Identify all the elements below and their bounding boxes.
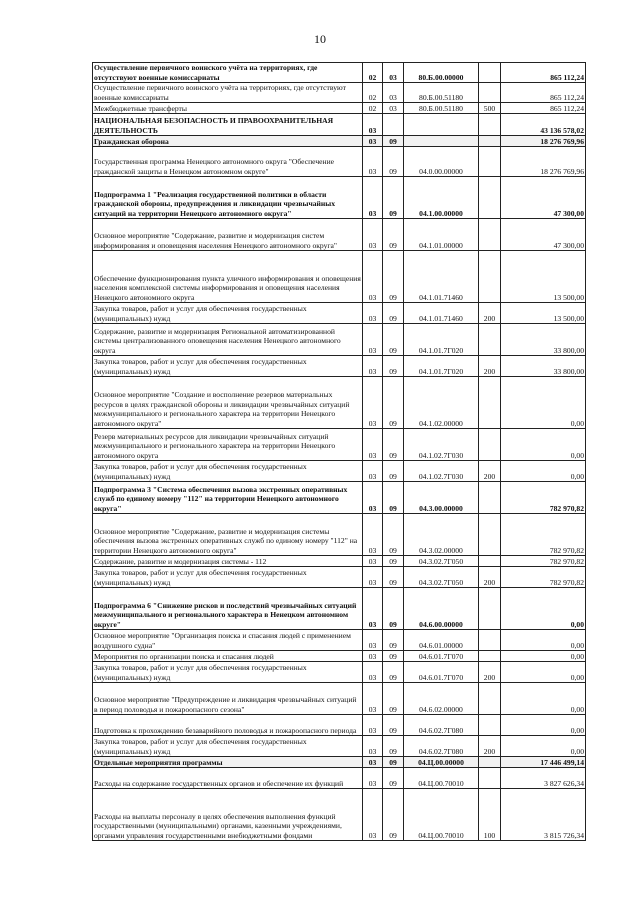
- row-subsection-cell: 09: [383, 514, 404, 556]
- table-row: [93, 651, 586, 662]
- row-expense-type-cell: [479, 177, 501, 219]
- row-amount-cell: 13 500,00: [501, 251, 586, 303]
- row-name-cell: Отдельные мероприятия программы: [93, 757, 363, 768]
- page-number: 10: [314, 32, 326, 46]
- table-row: [93, 482, 586, 514]
- row-section-cell: 03: [363, 377, 383, 429]
- row-target-article-cell: 04.Ц.00.70010: [404, 789, 479, 841]
- row-name-cell: Содержание, развитие и модернизация Региональной автоматизированной системы централизованного оповещения населения Ненецкого автономного округа: [93, 324, 363, 356]
- row-amount-cell: 18 276 769,96: [501, 147, 586, 177]
- row-amount-cell: 865 112,24: [501, 83, 586, 103]
- table-row: [93, 356, 586, 377]
- row-subsection-cell: 03: [383, 83, 404, 103]
- row-name-cell: Подготовка к прохождению безаварийного половодья и пожароопасного периода: [93, 715, 363, 736]
- row-section-cell: 02: [363, 83, 383, 103]
- row-target-article-cell: 04.Ц.00.70010: [404, 768, 479, 789]
- row-expense-type-cell: [479, 147, 501, 177]
- row-expense-type-cell: [479, 83, 501, 103]
- row-name-cell: Межбюджетные трансферты: [93, 103, 363, 114]
- row-amount-cell: 0,00: [501, 588, 586, 630]
- row-target-article-cell: 80.Б.00.51180: [404, 103, 479, 114]
- row-name-cell: Подпрограмма 1 "Реализация государственной политики в области гражданской обороны, предупреждения и ликвидации чрезвычайных ситуаций на территории Ненецкого автономного округа": [93, 177, 363, 219]
- row-section-cell: 03: [363, 147, 383, 177]
- row-expense-type-cell: 100: [479, 789, 501, 841]
- row-target-article-cell: 04.3.02.7Г050: [404, 556, 479, 567]
- row-section-cell: 03: [363, 736, 383, 757]
- row-target-article-cell: 04.1.02.00000: [404, 377, 479, 429]
- row-subsection-cell: 09: [383, 651, 404, 662]
- row-subsection-cell: 09: [383, 251, 404, 303]
- row-name-cell: Мероприятия по организации поиска и спасания людей: [93, 651, 363, 662]
- row-expense-type-cell: [479, 324, 501, 356]
- row-expense-type-cell: 200: [479, 736, 501, 757]
- table-row: [93, 303, 586, 324]
- row-name-cell: Подпрограмма 3 "Система обеспечения вызова экстренных оперативных служб по единому номеру "112" на территории Ненецкого автономного округа": [93, 482, 363, 514]
- row-target-article-cell: 04.1.01.7Г020: [404, 324, 479, 356]
- row-target-article-cell: 04.6.00.00000: [404, 588, 479, 630]
- row-target-article-cell: 04.1.01.71460: [404, 251, 479, 303]
- row-subsection-cell: 09: [383, 461, 404, 482]
- row-section-cell: 03: [363, 482, 383, 514]
- row-section-cell: 03: [363, 251, 383, 303]
- row-amount-cell: 13 500,00: [501, 303, 586, 324]
- row-subsection-cell: [383, 114, 404, 136]
- row-section-cell: 03: [363, 114, 383, 136]
- row-target-article-cell: 80.Б.00.00000: [404, 63, 479, 83]
- row-expense-type-cell: 200: [479, 567, 501, 588]
- row-amount-cell: 0,00: [501, 715, 586, 736]
- row-target-article-cell: 04.6.01.7Г070: [404, 662, 479, 683]
- row-subsection-cell: 09: [383, 303, 404, 324]
- row-name-cell: Основное мероприятие "Создание и восполнение резервов материальных ресурсов в целях гражданской обороны и ликвидации чрезвычайных ситуаций межмуниципального и регионального характера на территории Ненецкого автономного округа": [93, 377, 363, 429]
- row-target-article-cell: 04.6.01.00000: [404, 630, 479, 651]
- row-target-article-cell: 04.3.00.00000: [404, 482, 479, 514]
- row-target-article-cell: 04.6.02.7Г080: [404, 736, 479, 757]
- row-section-cell: 03: [363, 324, 383, 356]
- row-expense-type-cell: [479, 377, 501, 429]
- row-amount-cell: 17 446 499,14: [501, 757, 586, 768]
- row-expense-type-cell: 200: [479, 662, 501, 683]
- row-target-article-cell: 04.6.02.7Г080: [404, 715, 479, 736]
- row-expense-type-cell: [479, 651, 501, 662]
- table-row: [93, 789, 586, 841]
- row-name-cell: Основное мероприятие "Содержание, развитие и модернизация системы обеспечения вызова экстренных оперативных служб по единому номеру "112" на территории Ненецкого автономного округа": [93, 514, 363, 556]
- row-section-cell: 02: [363, 103, 383, 114]
- row-subsection-cell: 09: [383, 556, 404, 567]
- row-amount-cell: 0,00: [501, 377, 586, 429]
- row-subsection-cell: 09: [383, 768, 404, 789]
- row-subsection-cell: 09: [383, 324, 404, 356]
- row-section-cell: 03: [363, 567, 383, 588]
- row-subsection-cell: 03: [383, 103, 404, 114]
- row-subsection-cell: 09: [383, 482, 404, 514]
- row-expense-type-cell: [479, 251, 501, 303]
- row-subsection-cell: 09: [383, 377, 404, 429]
- table-row: [93, 429, 586, 461]
- table-row: [93, 514, 586, 556]
- row-name-cell: Государственная программа Ненецкого автономного округа "Обеспечение гражданской защиты в Ненецком автономном округе": [93, 147, 363, 177]
- row-amount-cell: 782 970,82: [501, 567, 586, 588]
- row-section-cell: 03: [363, 356, 383, 377]
- row-amount-cell: 865 112,24: [501, 63, 586, 83]
- row-section-cell: 03: [363, 588, 383, 630]
- row-section-cell: 03: [363, 556, 383, 567]
- row-amount-cell: 0,00: [501, 429, 586, 461]
- row-subsection-cell: 09: [383, 429, 404, 461]
- table-row: [93, 683, 586, 715]
- row-name-cell: НАЦИОНАЛЬНАЯ БЕЗОПАСНОСТЬ И ПРАВООХРАНИТЕЛЬНАЯ ДЕЯТЕЛЬНОСТЬ: [93, 114, 363, 136]
- row-section-cell: 03: [363, 461, 383, 482]
- row-amount-cell: 47 300,00: [501, 219, 586, 251]
- row-subsection-cell: 09: [383, 147, 404, 177]
- table-row: [93, 251, 586, 303]
- row-amount-cell: 3 815 726,34: [501, 789, 586, 841]
- row-subsection-cell: 09: [383, 662, 404, 683]
- row-name-cell: Основное мероприятие "Содержание, развитие и модернизация систем информирования и оповещения населения Ненецкого автономного округа": [93, 219, 363, 251]
- row-target-article-cell: 04.3.02.7Г050: [404, 567, 479, 588]
- table-row: [93, 715, 586, 736]
- row-name-cell: Основное мероприятие "Предупреждение и ликвидация чрезвычайных ситуаций в период половодья и пожароопасного сезона": [93, 683, 363, 715]
- row-target-article-cell: 80.Б.00.51180: [404, 83, 479, 103]
- row-amount-cell: 0,00: [501, 662, 586, 683]
- row-expense-type-cell: 500: [479, 103, 501, 114]
- row-expense-type-cell: [479, 630, 501, 651]
- row-name-cell: Содержание, развитие и модернизация системы - 112: [93, 556, 363, 567]
- row-target-article-cell: 04.6.02.00000: [404, 683, 479, 715]
- row-expense-type-cell: [479, 219, 501, 251]
- row-name-cell: Гражданская оборона: [93, 136, 363, 147]
- row-target-article-cell: [404, 114, 479, 136]
- row-name-cell: Основное мероприятие "Организация поиска и спасания людей с применением воздушного судна": [93, 630, 363, 651]
- row-section-cell: 03: [363, 651, 383, 662]
- row-subsection-cell: 09: [383, 567, 404, 588]
- row-amount-cell: 43 136 578,02: [501, 114, 586, 136]
- row-target-article-cell: 04.3.02.00000: [404, 514, 479, 556]
- table-row: [93, 630, 586, 651]
- row-name-cell: Закупка товаров, работ и услуг для обеспечения государственных (муниципальных) нужд: [93, 567, 363, 588]
- row-expense-type-cell: [479, 514, 501, 556]
- row-name-cell: Расходы на выплаты персоналу в целях обеспечения выполнения функций государственными (муниципальными) органами, казенными учреждениями, органами управления государственными внебюджетными фондами: [93, 789, 363, 841]
- row-amount-cell: 782 970,82: [501, 482, 586, 514]
- row-target-article-cell: 04.1.01.71460: [404, 303, 479, 324]
- row-section-cell: 03: [363, 136, 383, 147]
- row-name-cell: Закупка товаров, работ и услуг для обеспечения государственных (муниципальных) нужд: [93, 356, 363, 377]
- row-subsection-cell: 09: [383, 715, 404, 736]
- table-row: [93, 736, 586, 757]
- row-amount-cell: 33 800,00: [501, 356, 586, 377]
- row-target-article-cell: 04.Ц.00.00000: [404, 757, 479, 768]
- row-name-cell: Осуществление первичного воинского учёта на территориях, где отсутствуют военные комиссариаты: [93, 83, 363, 103]
- row-subsection-cell: 09: [383, 630, 404, 651]
- row-expense-type-cell: [479, 768, 501, 789]
- row-amount-cell: 782 970,82: [501, 514, 586, 556]
- row-amount-cell: 0,00: [501, 736, 586, 757]
- table-row: [93, 377, 586, 429]
- table-row: [93, 757, 586, 768]
- row-section-cell: 03: [363, 219, 383, 251]
- row-target-article-cell: 04.6.01.7Г070: [404, 651, 479, 662]
- row-amount-cell: 865 112,24: [501, 103, 586, 114]
- row-section-cell: 03: [363, 177, 383, 219]
- row-expense-type-cell: [479, 429, 501, 461]
- row-amount-cell: 0,00: [501, 683, 586, 715]
- row-expense-type-cell: [479, 63, 501, 83]
- row-target-article-cell: 04.1.02.7Г030: [404, 429, 479, 461]
- row-expense-type-cell: [479, 482, 501, 514]
- table-row: [93, 83, 586, 103]
- table-row: [93, 136, 586, 147]
- row-target-article-cell: 04.1.01.00000: [404, 219, 479, 251]
- row-name-cell: Резерв материальных ресурсов для ликвидации чрезвычайных ситуаций межмуниципального и регионального характера на территории Ненецкого автономного округа: [93, 429, 363, 461]
- row-amount-cell: 3 827 626,34: [501, 768, 586, 789]
- row-subsection-cell: 03: [383, 63, 404, 83]
- budget-table: [92, 62, 586, 841]
- row-name-cell: Обеспечение функционирования пункта уличного информирования и оповещения населения комплексной системы информирования и оповещения населения Ненецкого автономного округа: [93, 251, 363, 303]
- row-subsection-cell: 09: [383, 588, 404, 630]
- row-expense-type-cell: [479, 588, 501, 630]
- row-section-cell: 03: [363, 303, 383, 324]
- row-name-cell: Закупка товаров, работ и услуг для обеспечения государственных (муниципальных) нужд: [93, 461, 363, 482]
- row-expense-type-cell: 200: [479, 356, 501, 377]
- row-amount-cell: 0,00: [501, 630, 586, 651]
- row-amount-cell: 33 800,00: [501, 324, 586, 356]
- row-amount-cell: 0,00: [501, 461, 586, 482]
- row-amount-cell: 782 970,82: [501, 556, 586, 567]
- row-name-cell: Закупка товаров, работ и услуг для обеспечения государственных (муниципальных) нужд: [93, 662, 363, 683]
- table-row: [93, 324, 586, 356]
- row-name-cell: Осуществление первичного воинского учёта на территориях, где отсутствуют военные комиссариаты: [93, 63, 363, 83]
- table-row: [93, 768, 586, 789]
- table-row: [93, 147, 586, 177]
- row-amount-cell: 18 276 769,96: [501, 136, 586, 147]
- row-expense-type-cell: [479, 114, 501, 136]
- table-row: [93, 567, 586, 588]
- row-subsection-cell: 09: [383, 757, 404, 768]
- row-section-cell: 03: [363, 757, 383, 768]
- row-target-article-cell: 04.1.02.7Г030: [404, 461, 479, 482]
- row-expense-type-cell: 200: [479, 303, 501, 324]
- row-target-article-cell: 04.0.00.00000: [404, 147, 479, 177]
- row-subsection-cell: 09: [383, 136, 404, 147]
- table-row: [93, 63, 586, 83]
- row-expense-type-cell: 200: [479, 461, 501, 482]
- row-target-article-cell: [404, 136, 479, 147]
- table-row: [93, 556, 586, 567]
- row-name-cell: Закупка товаров, работ и услуг для обеспечения государственных (муниципальных) нужд: [93, 736, 363, 757]
- row-subsection-cell: 09: [383, 789, 404, 841]
- row-section-cell: 03: [363, 429, 383, 461]
- row-subsection-cell: 09: [383, 736, 404, 757]
- table-row: [93, 177, 586, 219]
- row-expense-type-cell: [479, 136, 501, 147]
- row-section-cell: 03: [363, 768, 383, 789]
- row-name-cell: Подпрограмма 6 "Снижение рисков и последствий чрезвычайных ситуаций межмуниципального и регионального характера в Ненецком автономном округе": [93, 588, 363, 630]
- table-row: [93, 461, 586, 482]
- row-section-cell: 03: [363, 683, 383, 715]
- row-name-cell: Закупка товаров, работ и услуг для обеспечения государственных (муниципальных) нужд: [93, 303, 363, 324]
- row-expense-type-cell: [479, 556, 501, 567]
- table-row: [93, 662, 586, 683]
- row-section-cell: 02: [363, 63, 383, 83]
- table-row: [93, 219, 586, 251]
- row-amount-cell: 47 300,00: [501, 177, 586, 219]
- row-amount-cell: 0,00: [501, 651, 586, 662]
- row-expense-type-cell: [479, 715, 501, 736]
- row-name-cell: Расходы на содержание государственных органов и обеспечение их функций: [93, 768, 363, 789]
- row-subsection-cell: 09: [383, 219, 404, 251]
- row-target-article-cell: 04.1.01.7Г020: [404, 356, 479, 377]
- table-row: [93, 588, 586, 630]
- table-row: [93, 114, 586, 136]
- row-expense-type-cell: [479, 683, 501, 715]
- row-section-cell: 03: [363, 789, 383, 841]
- row-subsection-cell: 09: [383, 683, 404, 715]
- row-expense-type-cell: [479, 757, 501, 768]
- row-target-article-cell: 04.1.00.00000: [404, 177, 479, 219]
- row-subsection-cell: 09: [383, 177, 404, 219]
- row-subsection-cell: 09: [383, 356, 404, 377]
- table-row: [93, 103, 586, 114]
- row-section-cell: 03: [363, 662, 383, 683]
- row-section-cell: 03: [363, 715, 383, 736]
- row-section-cell: 03: [363, 514, 383, 556]
- row-section-cell: 03: [363, 630, 383, 651]
